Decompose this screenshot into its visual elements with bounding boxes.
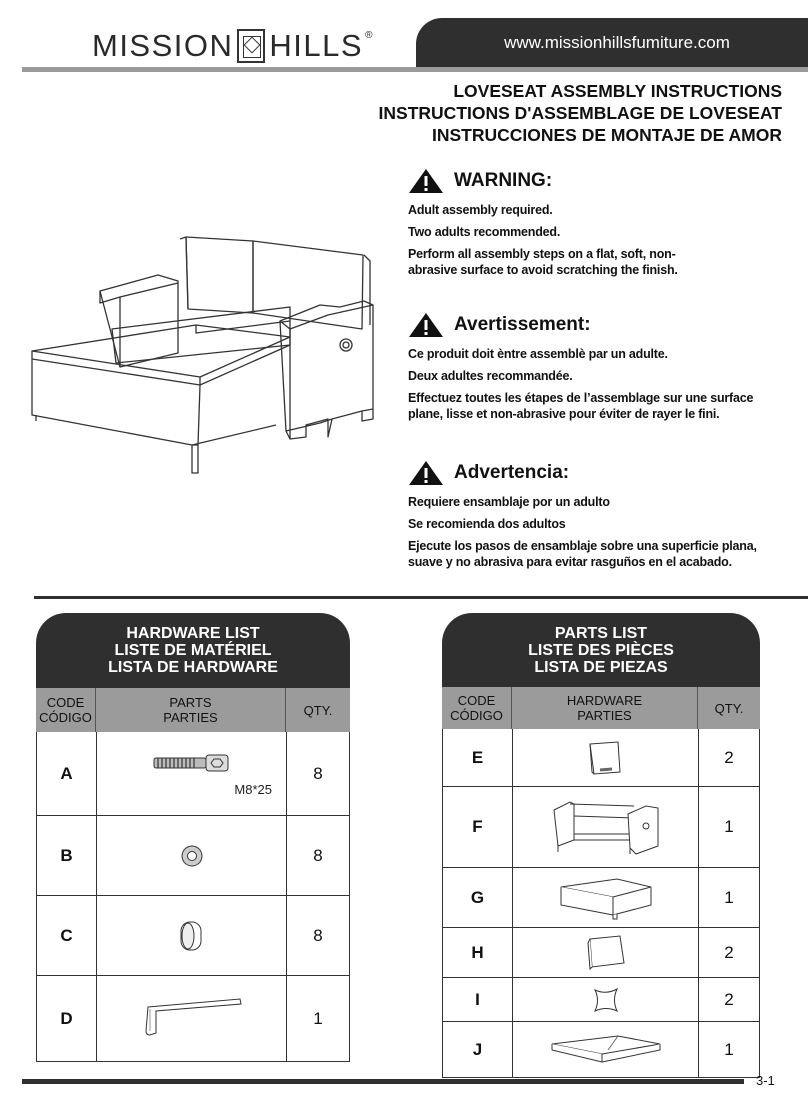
hardware-title-es: LISTA DE HARDWARE — [108, 659, 278, 676]
table-row — [443, 729, 759, 787]
column-code — [36, 688, 96, 732]
footer-divider — [22, 1079, 744, 1084]
ottoman-frame-icon — [557, 875, 655, 921]
pillow-icon — [591, 985, 621, 1015]
warning-triangle-icon — [408, 168, 444, 194]
part-qty: 2 — [724, 942, 734, 962]
ottoman-cushion-icon — [548, 1030, 664, 1070]
parts-column-headers — [442, 687, 760, 729]
part-qty: 8 — [313, 845, 323, 865]
hardware-column-headers — [36, 688, 350, 732]
warning-fr-line: Effectuez toutes les étapes de l’assemblage sur une surface plane, lisse et non-abrasive pour éviter de rayer le fini. — [408, 391, 754, 421]
brand-name-right: HILLS — [269, 28, 364, 63]
part-image — [513, 787, 699, 867]
part-image — [513, 1022, 699, 1077]
parts-list-table — [442, 613, 760, 1078]
table-row — [443, 1022, 759, 1078]
warning-es-heading — [408, 460, 788, 486]
warning-fr — [408, 312, 788, 428]
part-code: E — [443, 729, 513, 786]
table-row — [443, 868, 759, 928]
table-row — [443, 787, 759, 868]
allen-key-icon — [140, 997, 244, 1041]
part-code: D — [37, 976, 97, 1061]
part-code: A — [37, 732, 97, 815]
loveseat-illustration — [28, 225, 383, 475]
column-parts — [512, 687, 698, 729]
part-image — [97, 732, 287, 815]
column-code-es: CÓDIGO — [450, 708, 503, 723]
table-row — [443, 978, 759, 1022]
hardware-list-header — [36, 613, 350, 688]
website-url-text[interactable]: www.missionhillsfumiture.com — [504, 33, 730, 52]
warning-en-line: Perform all assembly steps on a flat, soft, non-abrasive surface to avoid scratching the finish. — [408, 247, 678, 277]
title-fr: INSTRUCTIONS D'ASSEMBLAGE DE LOVESEAT — [378, 103, 782, 123]
title-en: LOVESEAT ASSEMBLY INSTRUCTIONS — [453, 81, 782, 101]
part-image — [513, 729, 699, 786]
warning-es-title: Advertencia: — [454, 462, 570, 483]
header-divider — [22, 67, 808, 72]
page-number: 3-1 — [756, 1073, 775, 1088]
brand-logo — [92, 26, 374, 66]
column-code-es: CÓDIGO — [39, 710, 92, 725]
warning-en — [408, 168, 788, 284]
table-row — [37, 976, 349, 1062]
part-qty: 2 — [724, 989, 734, 1009]
loveseat-frame-icon — [550, 796, 662, 858]
hardware-title-fr: LISTE DE MATÉRIEL — [114, 642, 272, 659]
part-image — [97, 896, 287, 975]
warning-es — [408, 460, 788, 576]
column-code-en: CODE — [46, 695, 85, 710]
warning-fr-title: Avertissement: — [454, 314, 591, 335]
part-image — [513, 978, 699, 1021]
part-code: J — [443, 1022, 513, 1077]
warning-es-line: Ejecute los pasos de ensamblaje sobre una superficie plana, suave y no abrasiva para evitar rasguños en el acabado. — [408, 539, 757, 569]
table-row — [37, 896, 349, 976]
part-code: G — [443, 868, 513, 927]
part-image — [97, 816, 287, 895]
hardware-list-table — [36, 613, 350, 1062]
part-code: C — [37, 896, 97, 975]
warning-fr-line: Ce produit doit èntre assemblè par un adulte. — [408, 347, 668, 361]
column-parts-fr: PARTIES — [163, 710, 218, 725]
column-code-en: CODE — [457, 693, 496, 708]
bolt-size-label: M8*25 — [234, 782, 272, 797]
column-parts-en: HARDWARE — [566, 693, 643, 708]
part-code: H — [443, 928, 513, 977]
website-url[interactable] — [416, 18, 808, 68]
part-qty: 8 — [313, 763, 323, 783]
part-qty: 1 — [313, 1008, 323, 1028]
part-qty: 1 — [724, 817, 734, 836]
column-parts-fr: PARTIES — [577, 708, 632, 723]
column-qty: QTY. — [714, 700, 744, 716]
part-image — [513, 928, 699, 977]
brand-emblem-icon — [237, 29, 265, 63]
parts-title-fr: LISTE DES PIÈCES — [528, 641, 674, 659]
table-row — [37, 732, 349, 816]
table-row — [443, 928, 759, 978]
section-divider — [34, 596, 808, 599]
document-titles — [379, 80, 782, 146]
part-code: B — [37, 816, 97, 895]
warning-triangle-icon — [408, 460, 444, 486]
barrel-nut-icon — [177, 919, 207, 953]
title-es: INSTRUCCIONES DE MONTAJE DE AMOR — [431, 125, 782, 145]
parts-title-en: PARTS LIST — [554, 624, 648, 642]
warning-en-heading — [408, 168, 788, 194]
column-code — [442, 687, 512, 729]
parts-title-es: LISTA DE PIEZAS — [534, 658, 668, 676]
seat-cushion-icon — [584, 933, 628, 973]
part-code: I — [443, 978, 513, 1021]
part-qty: 1 — [724, 887, 734, 907]
part-image — [97, 976, 287, 1061]
warning-es-line: Requiere ensamblaje por un adulto — [408, 495, 610, 509]
part-qty: 8 — [313, 925, 323, 945]
table-row — [37, 816, 349, 896]
washer-icon — [180, 844, 204, 868]
warning-en-line: Two adults recommended. — [408, 225, 561, 239]
parts-list-header — [442, 613, 760, 687]
part-code: F — [443, 787, 513, 867]
back-cushion-icon — [586, 738, 626, 778]
warning-en-title: WARNING: — [454, 170, 553, 191]
part-qty: 1 — [724, 1039, 734, 1059]
hardware-title-en: HARDWARE LIST — [126, 625, 260, 642]
warning-en-line: Adult assembly required. — [408, 203, 553, 217]
column-qty: QTY. — [303, 702, 333, 718]
brand-name-left: MISSION — [92, 28, 234, 63]
warning-es-line: Se recomienda dos adultos — [408, 517, 566, 531]
part-image — [513, 868, 699, 927]
bolt-icon — [152, 752, 232, 774]
warning-fr-heading — [408, 312, 788, 338]
registered-mark: ® — [365, 30, 374, 41]
warning-fr-line: Deux adultes recommandée. — [408, 369, 573, 383]
column-parts-en: PARTS — [169, 695, 212, 710]
column-parts — [96, 688, 286, 732]
part-qty: 2 — [724, 747, 734, 767]
warning-triangle-icon — [408, 312, 444, 338]
